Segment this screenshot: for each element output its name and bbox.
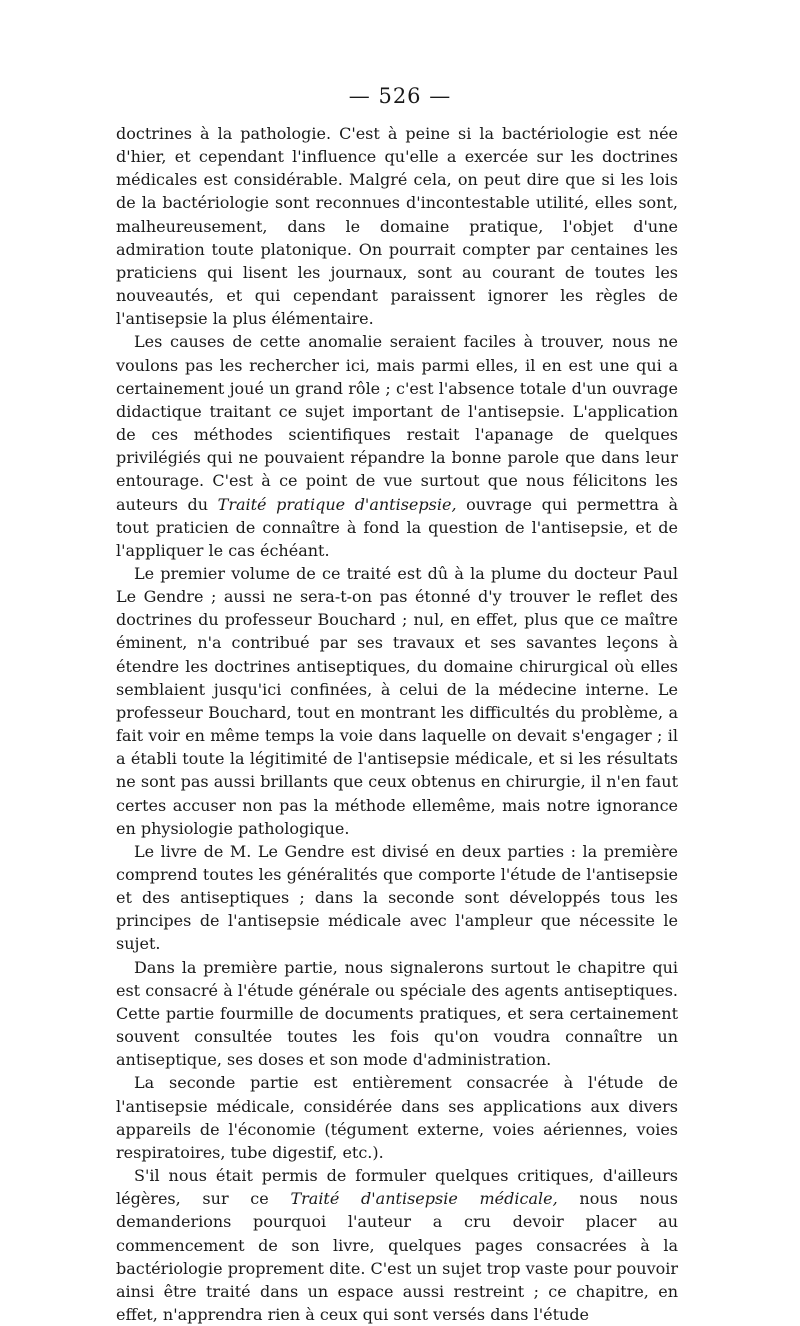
- book-title-traite-antisepsie-medicale: Traité d'antisepsie médicale,: [290, 1189, 558, 1209]
- paragraph-1: [116, 122, 678, 330]
- paragraph-6-text: La seconde partie est entièrement consacrée à l'étude de l'antisepsie médicale, considérée dans ses applications aux divers appareils de l'économie (tégument externe, voies aériennes, voies respiratoires, tube digestif, etc.).: [116, 1073, 678, 1162]
- paragraph-3: [116, 562, 678, 840]
- paragraph-5-text: Dans la première partie, nous signalerons surtout le chapitre qui est consacré à l'étude générale ou spéciale des agents antiseptiques. Cette partie fourmille de documents pratiques, et sera certainement souvent consultée toutes les fois qu'on voudra connaître un antiseptique, ses doses et son mode d'administration.: [116, 957, 678, 1070]
- paragraph-4: [116, 840, 678, 956]
- paragraph-7: [116, 1164, 678, 1326]
- paragraph-6: [116, 1071, 678, 1164]
- paragraph-2-text-b: ouvrage qui permettra à tout praticien de connaître à fond la question de l'antisepsie, et de l'appliquer le cas échéant.: [116, 494, 679, 560]
- paragraph-2: [116, 330, 678, 562]
- paragraph-7-text-b: nous nous demanderions pourquoi l'auteur a cru devoir placer au commencement de son livre, quelques pages consacrées à la bactériologie proprement dite. C'est un sujet trop vaste pour pouvoir ainsi être traité dans un espace aussi restreint ; ce chapitre, en effet, n'apprendra rien à ceux qui sont versés dans l'étude: [116, 1189, 679, 1324]
- page-number: — 526 —: [348, 84, 452, 108]
- book-title-traite-pratique: Traité pratique d'antisepsie,: [217, 494, 457, 514]
- paragraph-1-text: doctrines à la pathologie. C'est à peine si la bactériologie est née d'hier, et cependant l'influence qu'elle a exercée sur les doctrines médicales est considérable. Malgré cela, on peut dire que si les lois de la bactériologie sont reconnues d'incontestable utilité, elles sont, malheureusement, dans le domaine pratique, l'objet d'une admiration toute platonique. On pourrait compter par centaines les praticiens qui lisent les journaux, sont au courant de toutes les nouveautés, et qui cependant paraissent ignorer les règles de l'antisepsie la plus élémentaire.: [116, 124, 678, 329]
- paragraph-7-text-a: S'il nous était permis de formuler quelques critiques, d'ailleurs légères, sur ce: [116, 1166, 678, 1209]
- paragraph-4-text: Le livre de M. Le Gendre est divisé en deux parties : la première comprend toutes les généralités que comporte l'étude de l'antisepsie et des antiseptiques ; dans la seconde sont développés tous les principes de l'antisepsie médicale avec l'ampleur que nécessite le sujet.: [116, 841, 678, 954]
- paragraph-5: [116, 956, 678, 1072]
- paragraph-2-text-a: Les causes de cette anomalie seraient faciles à trouver, nous ne voulons pas les rechercher ici, mais parmi elles, il en est une qui a certainement joué un grand rôle ; c'est l'absence totale d'un ouvrage didactique traitant ce sujet important de l'antisepsie. L'application de ces méthodes scientifiques restait l'apanage de quelques privilégiés qui ne pouvaient répandre la bonne parole que dans leur entourage. C'est à ce point de vue surtout que nous félicitons les auteurs du: [116, 332, 678, 514]
- paragraph-3-text: Le premier volume de ce traité est dû à la plume du docteur Paul Le Gendre ; aussi ne sera-t-on pas étonné d'y trouver le reflet des doctrines du professeur Bouchard ; nul, en effet, plus que ce maître éminent, n'a contribué par ses travaux et ses savantes leçons à étendre les doctrines antiseptiques, du domaine chirurgical où elles semblaient jusqu'ici confinées, à celui de la médecine interne. Le professeur Bouchard, tout en montrant les difficultés du problème, a fait voir en même temps la voie dans laquelle on devait s'engager ; il a établi toute la légitimité de l'antisepsie médicale, et si les résultats ne sont pas aussi brillants que ceux obtenus en chirurgie, il n'en faut certes accuser non pas la méthode ellemême, mais notre ignorance en physiologie pathologique.: [116, 563, 678, 838]
- body-text: [116, 122, 678, 1326]
